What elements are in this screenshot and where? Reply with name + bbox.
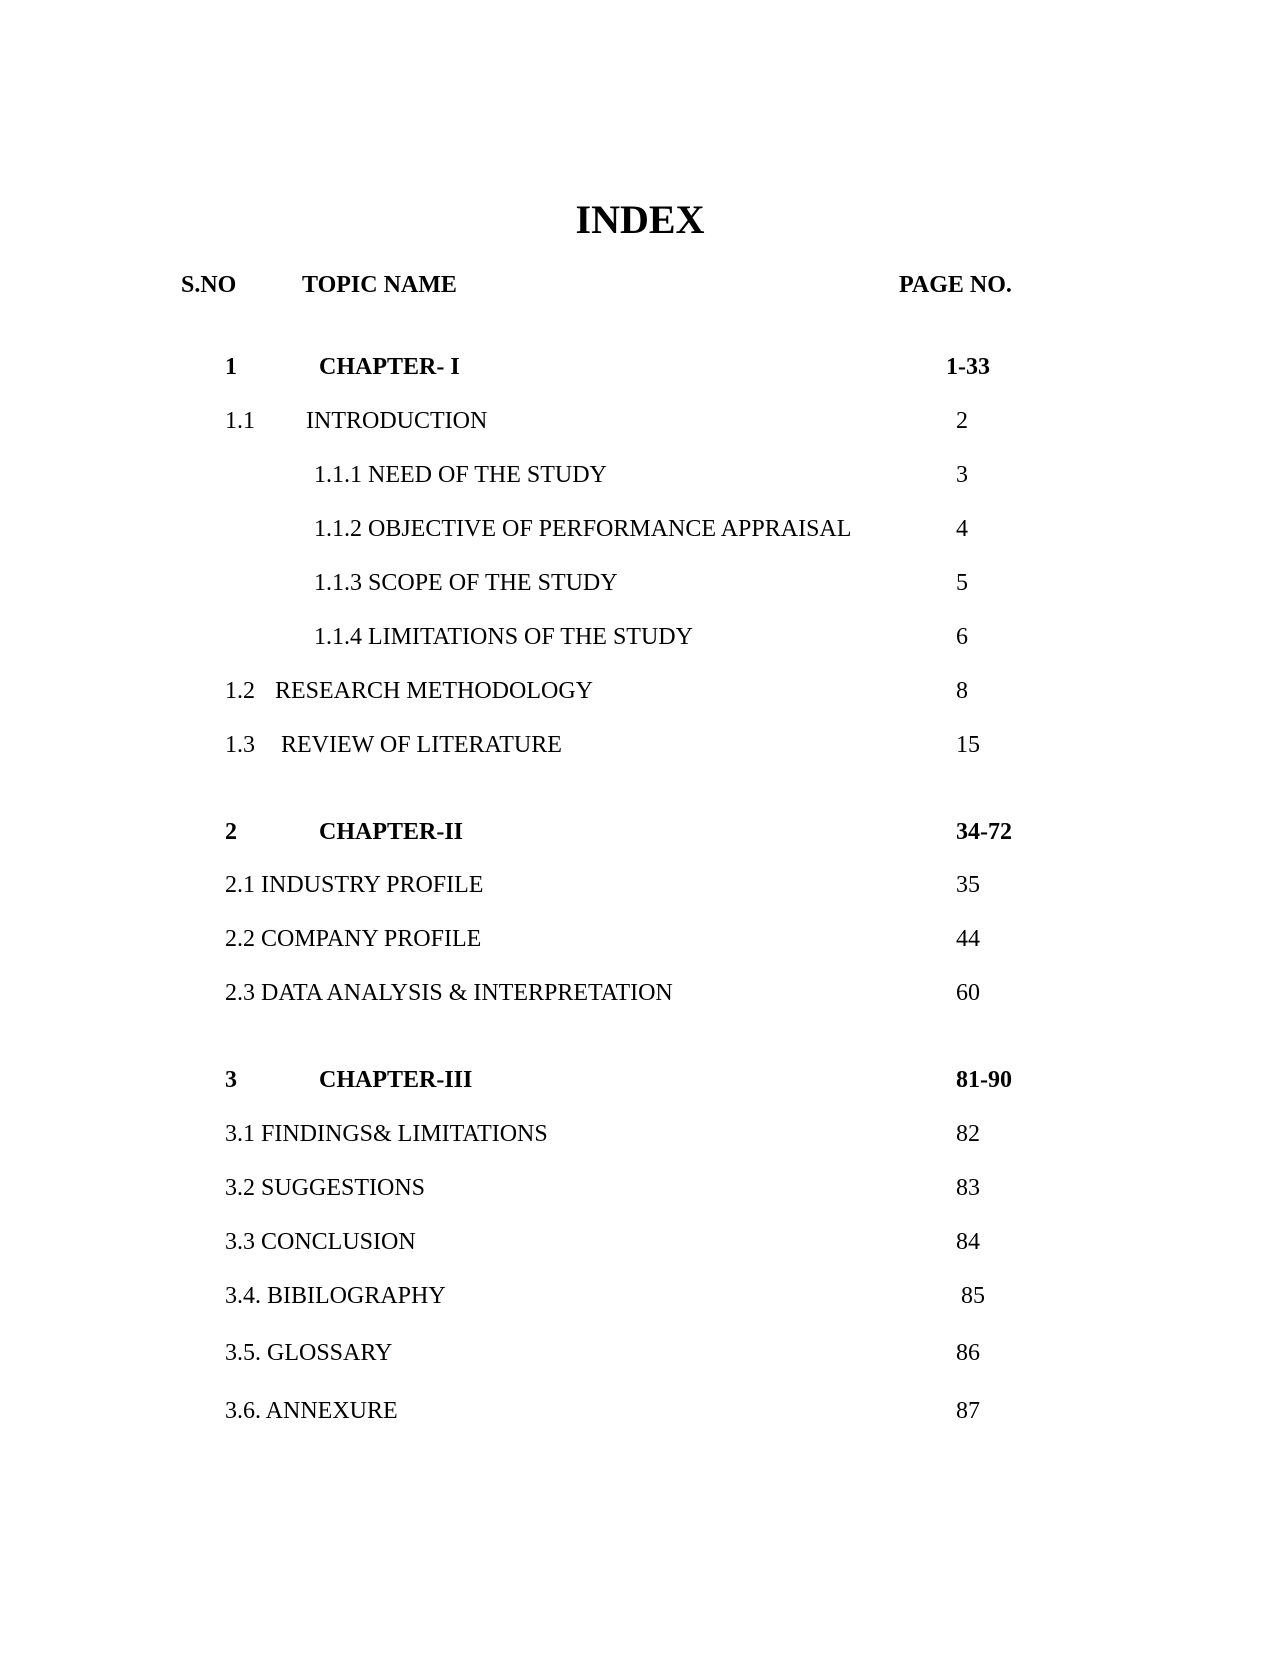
- row-topic: 3.6. ANNEXURE: [225, 1398, 398, 1424]
- row-page: 35: [956, 872, 980, 898]
- row-page: 3: [956, 462, 968, 488]
- row-page: 1-33: [946, 354, 990, 380]
- header-sno: S.NO: [181, 272, 237, 298]
- row-sno: 1: [225, 354, 237, 380]
- row-topic: 1.1.4 LIMITATIONS OF THE STUDY: [314, 624, 693, 650]
- header-page: PAGE NO.: [899, 272, 1012, 298]
- row-page: 44: [956, 926, 980, 952]
- row-page: 5: [956, 570, 968, 596]
- row-page: 86: [956, 1340, 980, 1366]
- row-page: 6: [956, 624, 968, 650]
- row-topic: RESEARCH METHODOLOGY: [275, 678, 593, 704]
- page-title: INDEX: [575, 197, 705, 242]
- row-sno: 1.3: [225, 732, 255, 758]
- row-topic: 1.1.1 NEED OF THE STUDY: [314, 462, 607, 488]
- row-sno: 3: [225, 1067, 237, 1093]
- row-page: 60: [956, 980, 980, 1006]
- row-topic: REVIEW OF LITERATURE: [281, 732, 562, 758]
- row-sno: 1.1: [225, 408, 255, 434]
- row-page: 85: [961, 1283, 985, 1309]
- row-page: 4: [956, 516, 968, 542]
- row-page: 81-90: [956, 1067, 1012, 1093]
- row-topic: 3.4. BIBILOGRAPHY: [225, 1283, 446, 1309]
- row-topic: 2.1 INDUSTRY PROFILE: [225, 872, 484, 898]
- row-topic: 1.1.2 OBJECTIVE OF PERFORMANCE APPRAISAL: [314, 516, 852, 542]
- row-page: 34-72: [956, 819, 1012, 845]
- header-topic: TOPIC NAME: [302, 272, 457, 298]
- row-page: 84: [956, 1229, 980, 1255]
- row-page: 87: [956, 1398, 980, 1424]
- row-topic: 2.2 COMPANY PROFILE: [225, 926, 482, 952]
- row-sno: 1.2: [225, 678, 255, 704]
- row-topic: INTRODUCTION: [306, 408, 488, 434]
- row-topic: CHAPTER-III: [319, 1067, 473, 1093]
- row-topic: CHAPTER-II: [319, 819, 464, 845]
- row-page: 2: [956, 408, 968, 434]
- row-sno: 2: [225, 819, 237, 845]
- row-topic: 3.3 CONCLUSION: [225, 1229, 416, 1255]
- row-page: 83: [956, 1175, 980, 1201]
- row-page: 82: [956, 1121, 980, 1147]
- row-topic: 2.3 DATA ANALYSIS & INTERPRETATION: [225, 980, 673, 1006]
- row-topic: 3.5. GLOSSARY: [225, 1340, 393, 1366]
- row-topic: CHAPTER- I: [319, 354, 460, 380]
- row-page: 8: [956, 678, 968, 704]
- row-topic: 1.1.3 SCOPE OF THE STUDY: [314, 570, 618, 596]
- row-topic: 3.2 SUGGESTIONS: [225, 1175, 426, 1201]
- row-topic: 3.1 FINDINGS& LIMITATIONS: [225, 1121, 548, 1147]
- row-page: 15: [956, 732, 980, 758]
